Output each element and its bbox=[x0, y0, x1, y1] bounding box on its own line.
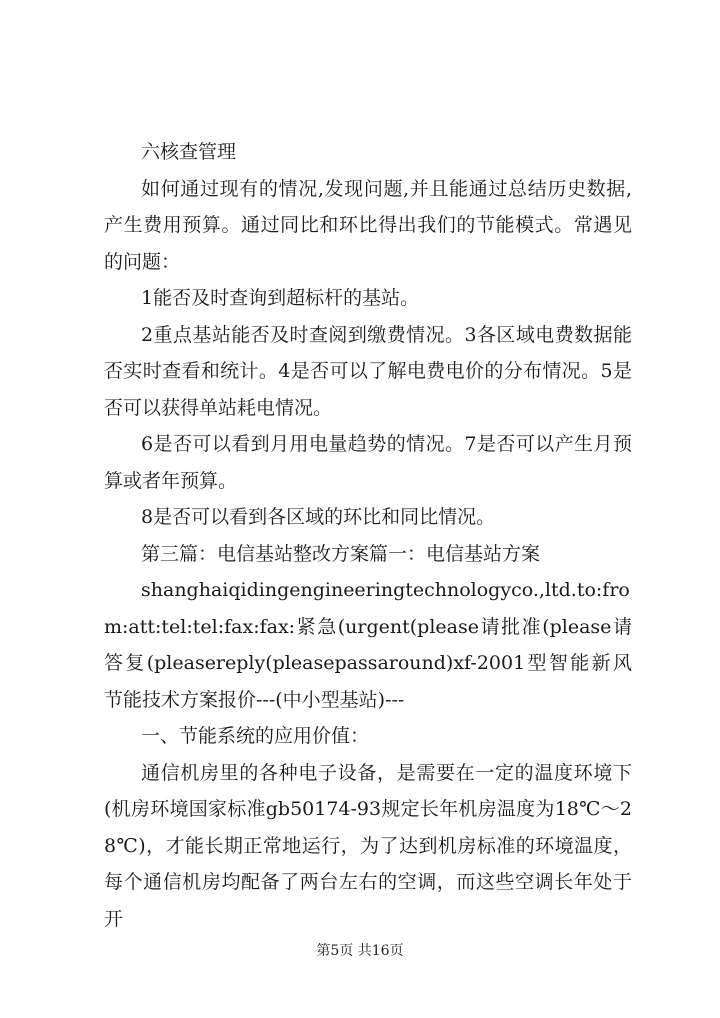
paragraph-items-6-7: 6是否可以看到月用电量趋势的情况。7是否可以产生月预算或者年预算。 bbox=[104, 433, 632, 492]
chapter-title: 第三篇：电信基站整改方案篇一：电信基站方案 bbox=[141, 542, 541, 565]
paragraph-items-2-5: 2重点基站能否及时查阅到缴费情况。3各区域电费数据能否实时查看和统计。4是否可以了解电费电价的分布情况。5是否可以获得单站耗电情况。 bbox=[104, 323, 632, 419]
section-heading: 六核查管理 bbox=[141, 141, 237, 163]
document-body bbox=[104, 134, 632, 937]
page-footer: 第5页 共16页 bbox=[316, 943, 404, 959]
paragraph-item-1: 1能否及时查询到超标杆的基站。 bbox=[141, 287, 420, 309]
paragraph-body: 通信机房里的各种电子设备，是需要在一定的温度环境下(机房环境国家标准gb50174-93规定长年机房温度为18℃～28℃)，才能长期正常地运行，为了达到机房标准的环境温度，每个通信机房均配备了两台左右的空调，而这些空调长年处于开 bbox=[104, 761, 632, 930]
paragraph-item-8: 8是否可以看到各区域的环比和同比情况。 bbox=[141, 506, 496, 528]
subsection-heading: 一、节能系统的应用价值： bbox=[141, 725, 370, 747]
paragraph-company-header: shanghaiqidingengineeringtechnologyco.,ltd.to:from:att:tel:tel:fax:fax:紧急(urgent(please请批准(please请答复(pleasereply(pleasepassaround)xf-2001型智能新风节能技术方案报价---(中小型基站)--- bbox=[104, 579, 632, 711]
paragraph-intro: 如何通过现有的情况,发现问题,并且能通过总结历史数据,产生费用预算。通过同比和环比得出我们的节能模式。常遇见的问题： bbox=[104, 177, 632, 273]
